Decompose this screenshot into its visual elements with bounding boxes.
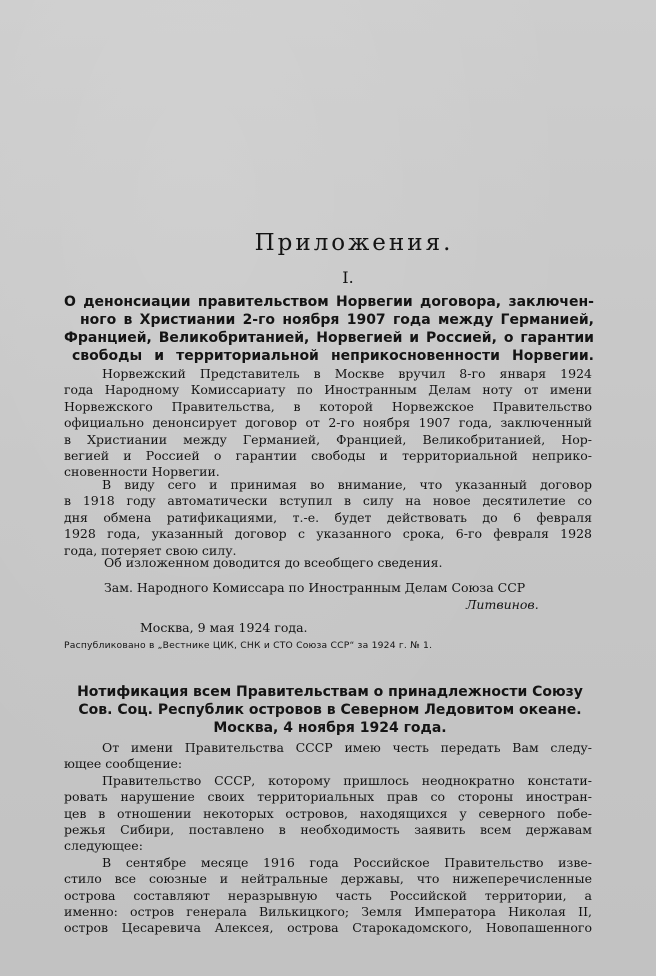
deputy-line: Зам. Народного Комиссара по Иностранным Делам Союза ССР: [104, 580, 526, 595]
text-line: ющее сообщение:: [64, 756, 183, 772]
text-line: Правительство СССР, которому пришлось неоднократно констати-: [102, 772, 592, 788]
title1-line: свободы и территориальной неприкосновенности Норвегии.: [72, 348, 594, 364]
title2-line: Сов. Соц. Республик островов в Северном Ледовитом океане.: [78, 702, 582, 718]
paragraph-1: [64, 366, 592, 481]
text-line: официально денонсирует договор от 2-го ноября 1907 года, заключенный: [64, 415, 592, 431]
text-line: сновенности Норвегии.: [64, 464, 220, 480]
document-title-2: [64, 683, 596, 737]
paragraph-6: [64, 740, 592, 937]
title2-line: Москва, 4 ноября 1924 года.: [213, 720, 447, 736]
title2-line: Нотификация всем Правительствам о принадлежности Союзу: [77, 684, 583, 700]
title1-line: Францией, Великобританией, Норвегией и Россией, о гарантии: [64, 330, 594, 346]
text-line: режья Сибири, поставлено в необходимость заявить всем державам: [64, 822, 592, 838]
paragraph-3: Об изложенном доводится до всеобщего сведения.: [104, 555, 443, 570]
text-line: следующее:: [64, 838, 143, 854]
page-heading: Приложения.: [254, 230, 454, 256]
text-line: В сентябре месяце 1916 года Российское Правительство изве-: [102, 854, 592, 870]
text-line: От имени Правительства СССР имею честь передать Вам следу-: [102, 740, 592, 755]
text-line: года, потеряет свою силу.: [64, 542, 237, 558]
paragraph-2: [64, 477, 592, 559]
text-line: в 1918 году автоматически вступил в силу на новое десятилетие со: [64, 493, 592, 509]
text-line: В виду сего и принимая во внимание, что указанный договор: [102, 477, 592, 492]
text-line: Норвежский Представитель в Москве вручил 8-го января 1924: [102, 366, 592, 381]
text-line: ровать нарушение своих территориальных прав со стороны иностран-: [64, 789, 592, 805]
title1-line: О денонсиации правительством Норвегии договора, заключен-: [64, 294, 594, 310]
text-line: Норвежского Правительства, в которой Норвежское Правительство: [64, 398, 592, 414]
text-line: года Народному Комиссариату по Иностранным Делам ноту от имени: [64, 382, 592, 398]
text-line: стило все союзные и нейтральные державы, что нижеперечисленные: [64, 871, 592, 887]
text-line: именно: остров генерала Вилькицкого; Земля Императора Николая II,: [64, 904, 592, 920]
document-title-1: [64, 293, 594, 365]
signature: Литвинов.: [466, 597, 539, 612]
publication-note: Распубликовано в „Вестнике ЦИК, СНК и СТО Союза ССР“ за 1924 г. № 1.: [64, 640, 433, 651]
text-line: дня обмена ратификациями, т.-е. будет действовать до 6 февраля: [64, 509, 592, 525]
place-date: Москва, 9 мая 1924 года.: [140, 620, 308, 635]
text-line: острова составляют неразрывную часть Российской территории, а: [64, 887, 592, 903]
section-number: I.: [342, 268, 354, 287]
title1-line: ного в Христиании 2-го ноября 1907 года между Германией,: [80, 312, 594, 328]
text-line: 1928 года, указанный договор с указанного срока, 6-го февраля 1928: [64, 526, 592, 542]
text-line: вегией и Россией о гарантии свободы и территориальной неприко-: [64, 448, 592, 464]
text-line: в Христиании между Германией, Францией, Великобританией, Нор-: [64, 431, 592, 447]
text-line: цев в отношении некоторых островов, находящихся у северного побе-: [64, 805, 592, 821]
text-line: остров Цесаревича Алексея, острова Старокадомского, Новопашенного: [64, 920, 592, 936]
